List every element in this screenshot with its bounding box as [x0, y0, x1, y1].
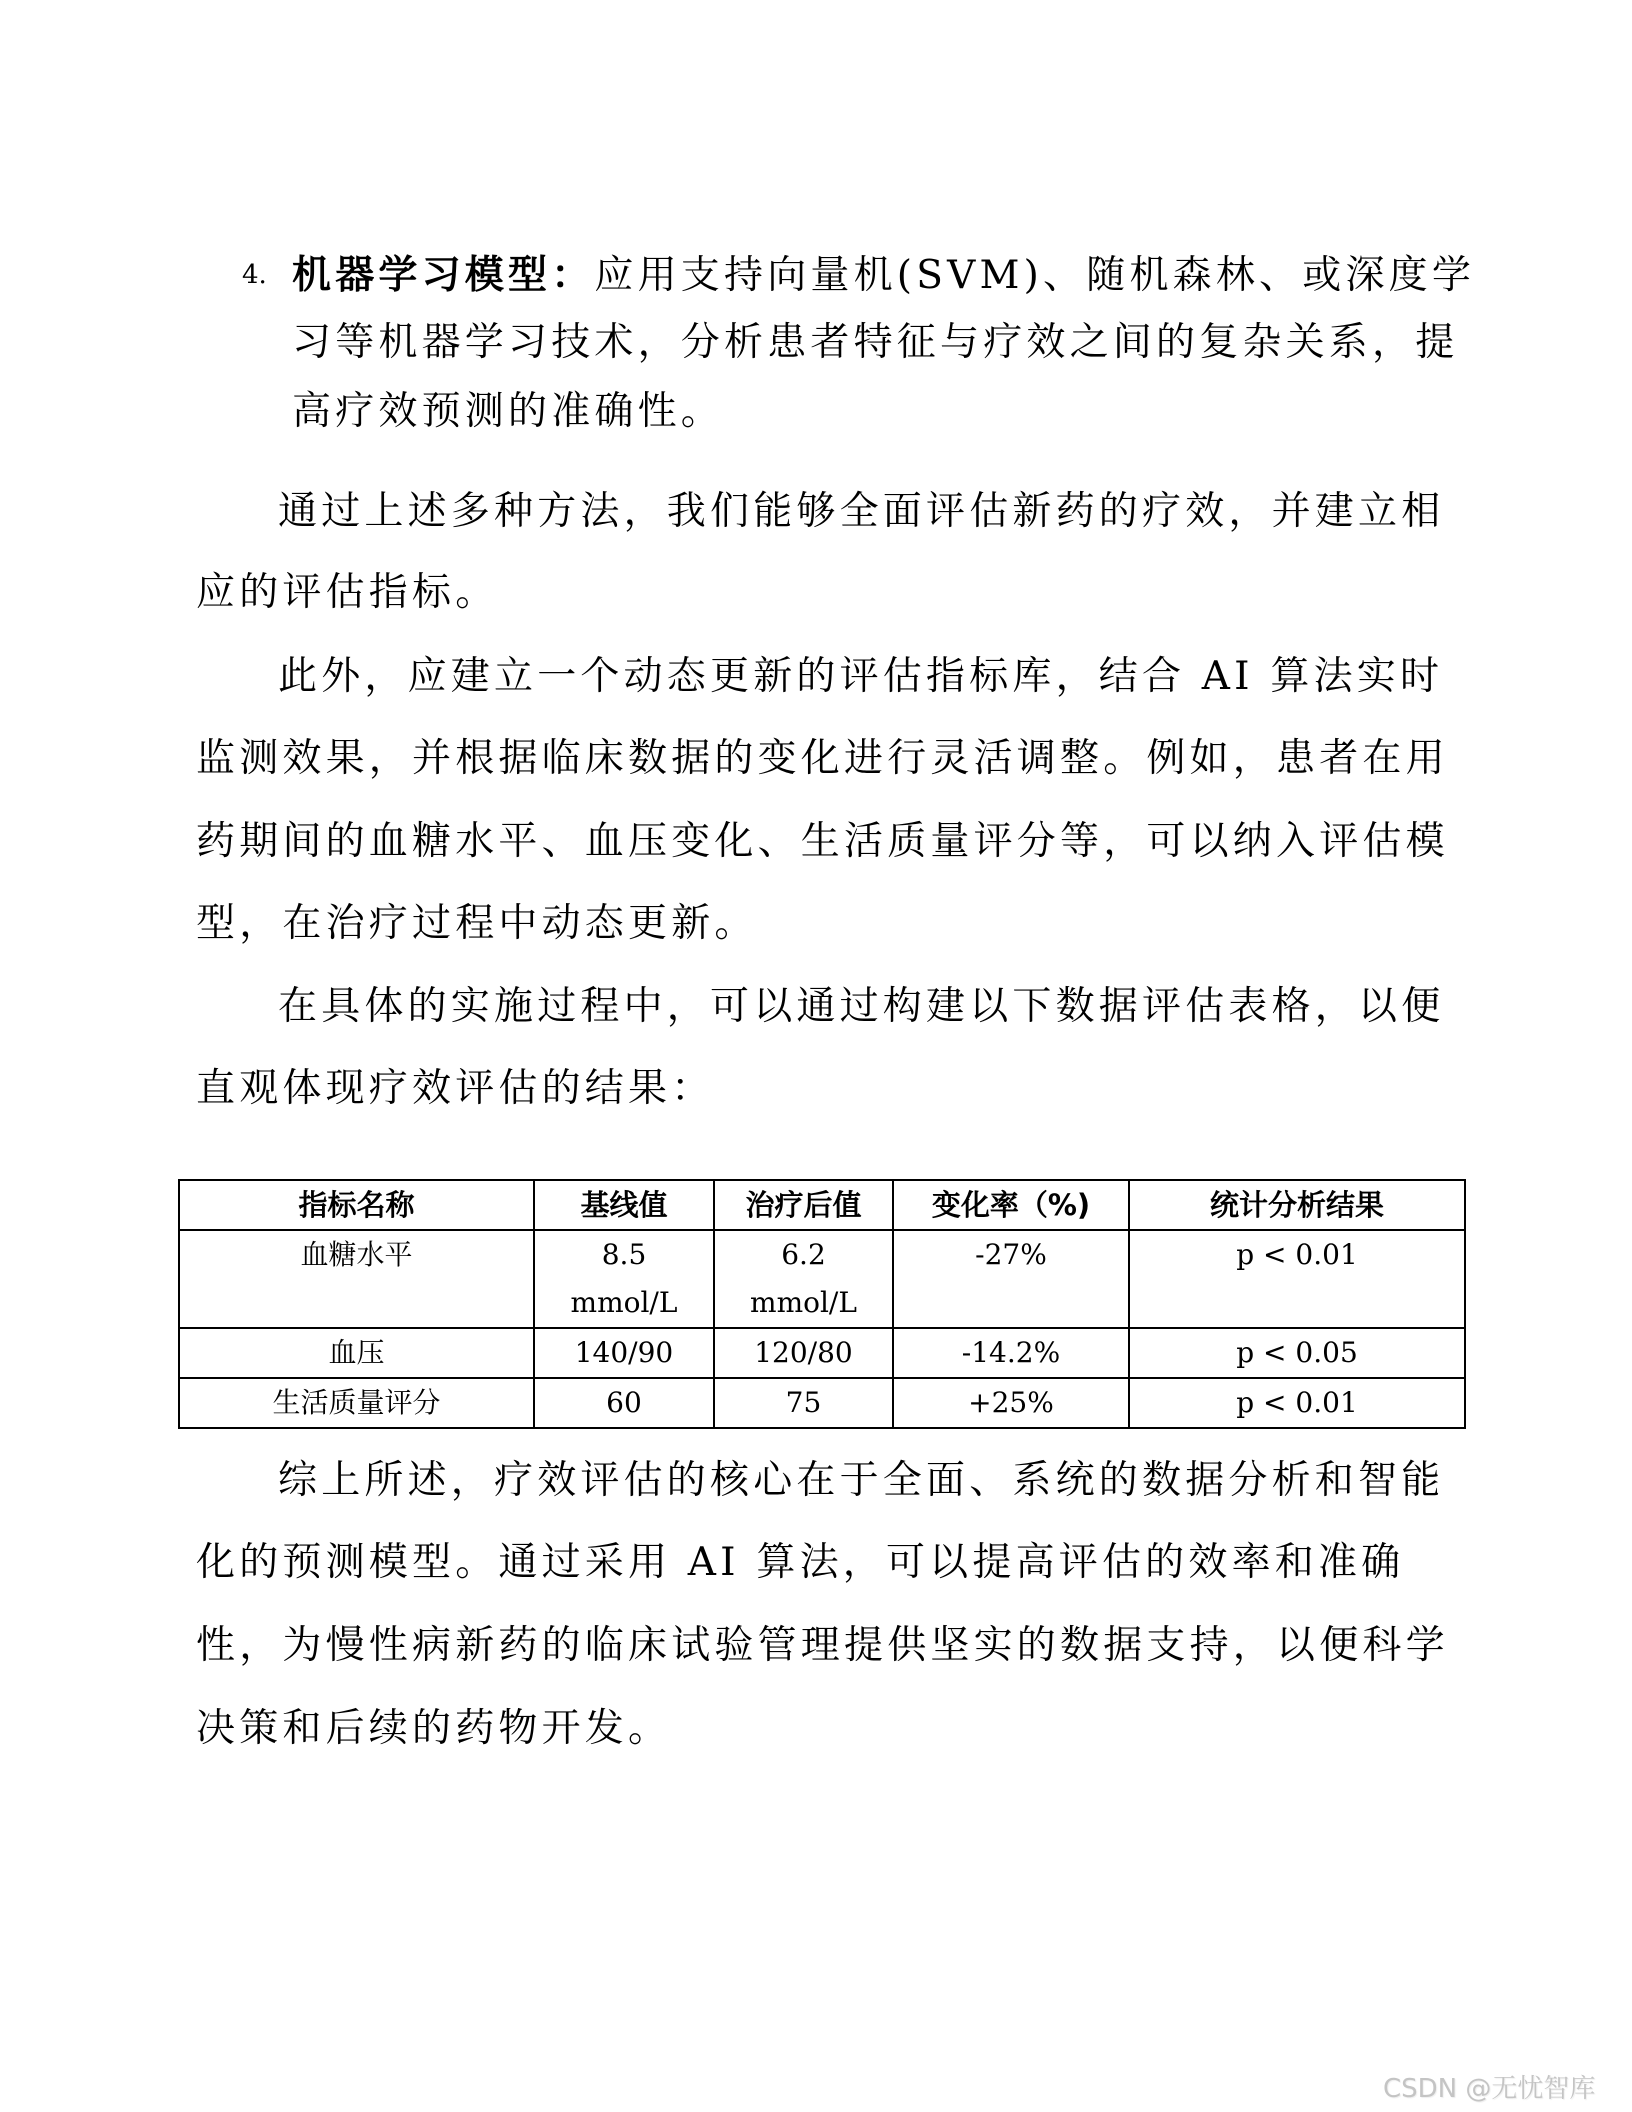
header-indicator: 指标名称 — [179, 1180, 534, 1230]
cell-unit: mmol/L — [750, 1286, 857, 1319]
cell-indicator: 血压 — [179, 1328, 534, 1378]
cell-baseline: 60 — [534, 1378, 714, 1428]
table-row — [179, 1378, 1465, 1428]
cell-value: 6.2 — [781, 1238, 826, 1271]
header-stats: 统计分析结果 — [1129, 1180, 1465, 1230]
cell-after: 120/80 — [714, 1328, 893, 1378]
header-baseline: 基线值 — [534, 1180, 714, 1230]
cell-stats: p < 0.01 — [1129, 1378, 1465, 1428]
paragraph-line: 在具体的实施过程中，可以通过构建以下数据评估表格，以便 — [278, 984, 1445, 1029]
list-item-label: 机器学习模型： — [292, 252, 595, 298]
cell-indicator: 生活质量评分 — [179, 1378, 534, 1428]
cell-baseline — [534, 1230, 714, 1328]
cell-change: -27% — [893, 1230, 1129, 1328]
header-change: 变化率（%) — [893, 1180, 1129, 1230]
table-header-row — [179, 1180, 1465, 1230]
paragraph-line: 综上所述，疗效评估的核心在于全面、系统的数据分析和智能 — [278, 1458, 1445, 1503]
paragraph-line: 型，在治疗过程中动态更新。 — [196, 901, 758, 946]
paragraph-line: 直观体现疗效评估的结果： — [196, 1066, 715, 1111]
cell-baseline: 140/90 — [534, 1328, 714, 1378]
list-item-line-1 — [292, 250, 1475, 300]
paragraph-line: 性，为慢性病新药的临床试验管理提供坚实的数据支持，以便科学 — [196, 1623, 1449, 1668]
cell-stats: p < 0.05 — [1129, 1328, 1465, 1378]
cell-stats: p < 0.01 — [1129, 1230, 1465, 1328]
paragraph-line: 决策和后续的药物开发。 — [196, 1706, 672, 1751]
list-item-text: 应用支持向量机(SVM)、随机森林、或深度学 — [594, 253, 1476, 298]
cell-after: 75 — [714, 1378, 893, 1428]
paragraph-line: 药期间的血糖水平、血压变化、生活质量评分等，可以纳入评估模 — [196, 819, 1449, 864]
table-row — [179, 1328, 1465, 1378]
csdn-watermark: CSDN @无忧智库 — [1383, 2074, 1596, 2104]
evaluation-table — [178, 1179, 1466, 1429]
header-after: 治疗后值 — [714, 1180, 893, 1230]
paragraph-line: 应的评估指标。 — [196, 570, 499, 615]
cell-value: 8.5 — [601, 1238, 647, 1271]
paragraph-line: 此外，应建立一个动态更新的评估指标库，结合 AI 算法实时 — [278, 654, 1444, 699]
paragraph-line: 化的预测模型。通过采用 AI 算法，可以提高评估的效率和准确 — [196, 1540, 1405, 1585]
cell-indicator: 血糖水平 — [179, 1230, 534, 1328]
list-item-line-2: 习等机器学习技术，分析患者特征与疗效之间的复杂关系，提 — [292, 320, 1459, 365]
cell-unit: mmol/L — [570, 1286, 678, 1319]
paragraph-line: 通过上述多种方法，我们能够全面评估新药的疗效，并建立相 — [278, 489, 1445, 534]
paragraph-line: 监测效果，并根据临床数据的变化进行灵活调整。例如，患者在用 — [196, 736, 1449, 781]
table-row — [179, 1230, 1465, 1328]
cell-change: -14.2% — [893, 1328, 1129, 1378]
list-item-line-3: 高疗效预测的准确性。 — [292, 389, 725, 434]
list-number: 4. — [242, 260, 267, 290]
cell-after — [714, 1230, 893, 1328]
cell-change: +25% — [893, 1378, 1129, 1428]
